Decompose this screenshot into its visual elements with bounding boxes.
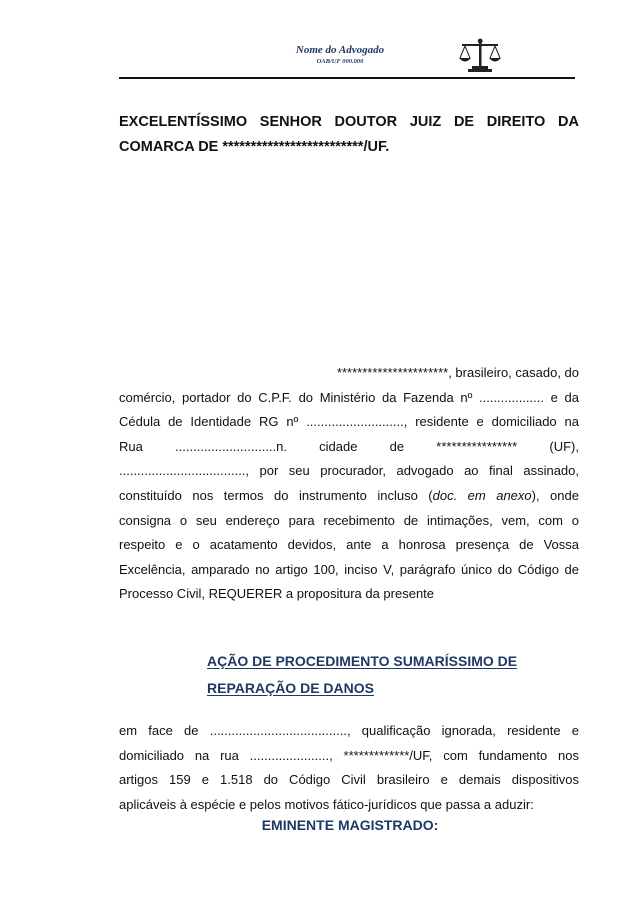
paragraph-line: **********************, brasileiro, casado, do	[336, 365, 579, 380]
paragraph-line: em face de ......................................, qualificação ignorada, residente e	[119, 723, 579, 738]
paragraph-line: consigna o seu endereço para recebimento de intimações, vem, com o	[119, 512, 579, 528]
paragraph-line: constituído nos termos do instrumento incluso (doc. em anexo), onde	[119, 487, 579, 503]
court-address	[119, 110, 579, 160]
paragraph-line: Cédula de Identidade RG nº ..........................., residente e domiciliado na	[119, 414, 579, 430]
paragraph-line: artigos 159 e 1.518 do Código Civil brasileiro e demais dispositivos	[119, 772, 579, 788]
paragraph-line: domiciliado na rua ......................, *************/UF, com fundamento nos	[119, 747, 579, 763]
address-line-2: COMARCA DE *************************/UF.	[119, 139, 390, 155]
oab-number: OAB/UF 000.000	[316, 58, 364, 65]
paragraph-line: Rua ............................n. cidade de **************** (UF),	[119, 438, 579, 454]
scales-of-justice-icon	[458, 38, 502, 72]
address-line-1: EXCELENTÍSSIMO SENHOR DOUTOR JUIZ DE DIREITO DA	[119, 114, 579, 130]
paragraph-line: Processo Civil, REQUERER a propositura da presente	[119, 586, 435, 602]
defendant-paragraph	[119, 719, 579, 817]
action-title-line-2: REPARAÇÃO DE DANOS	[207, 680, 374, 696]
lawyer-name: Nome do Advogado	[295, 44, 385, 56]
paragraph-line: Excelência, amparado no artigo 100, inciso V, parágrafo único do Código de	[119, 561, 579, 577]
paragraph-line: ..................................., por seu procurador, advogado ao final assinado,	[119, 463, 579, 479]
closing-heading: EMINENTE MAGISTRADO:	[261, 817, 439, 833]
paragraph-line: comércio, portador do C.P.F. do Ministério da Fazenda nº .................. e da	[119, 389, 579, 405]
action-title-line-1: AÇÃO DE PROCEDIMENTO SUMARÍSSIMO DE	[207, 653, 518, 669]
header-divider	[119, 77, 575, 79]
paragraph-line: aplicáveis à espécie e pelos motivos fático-jurídicos que passa a aduzir:	[119, 796, 534, 812]
action-title	[207, 648, 517, 702]
paragraph-line: respeito e o acatamento devidos, ante a honrosa presença de Vossa	[119, 537, 579, 553]
petition-paragraph	[119, 361, 579, 607]
